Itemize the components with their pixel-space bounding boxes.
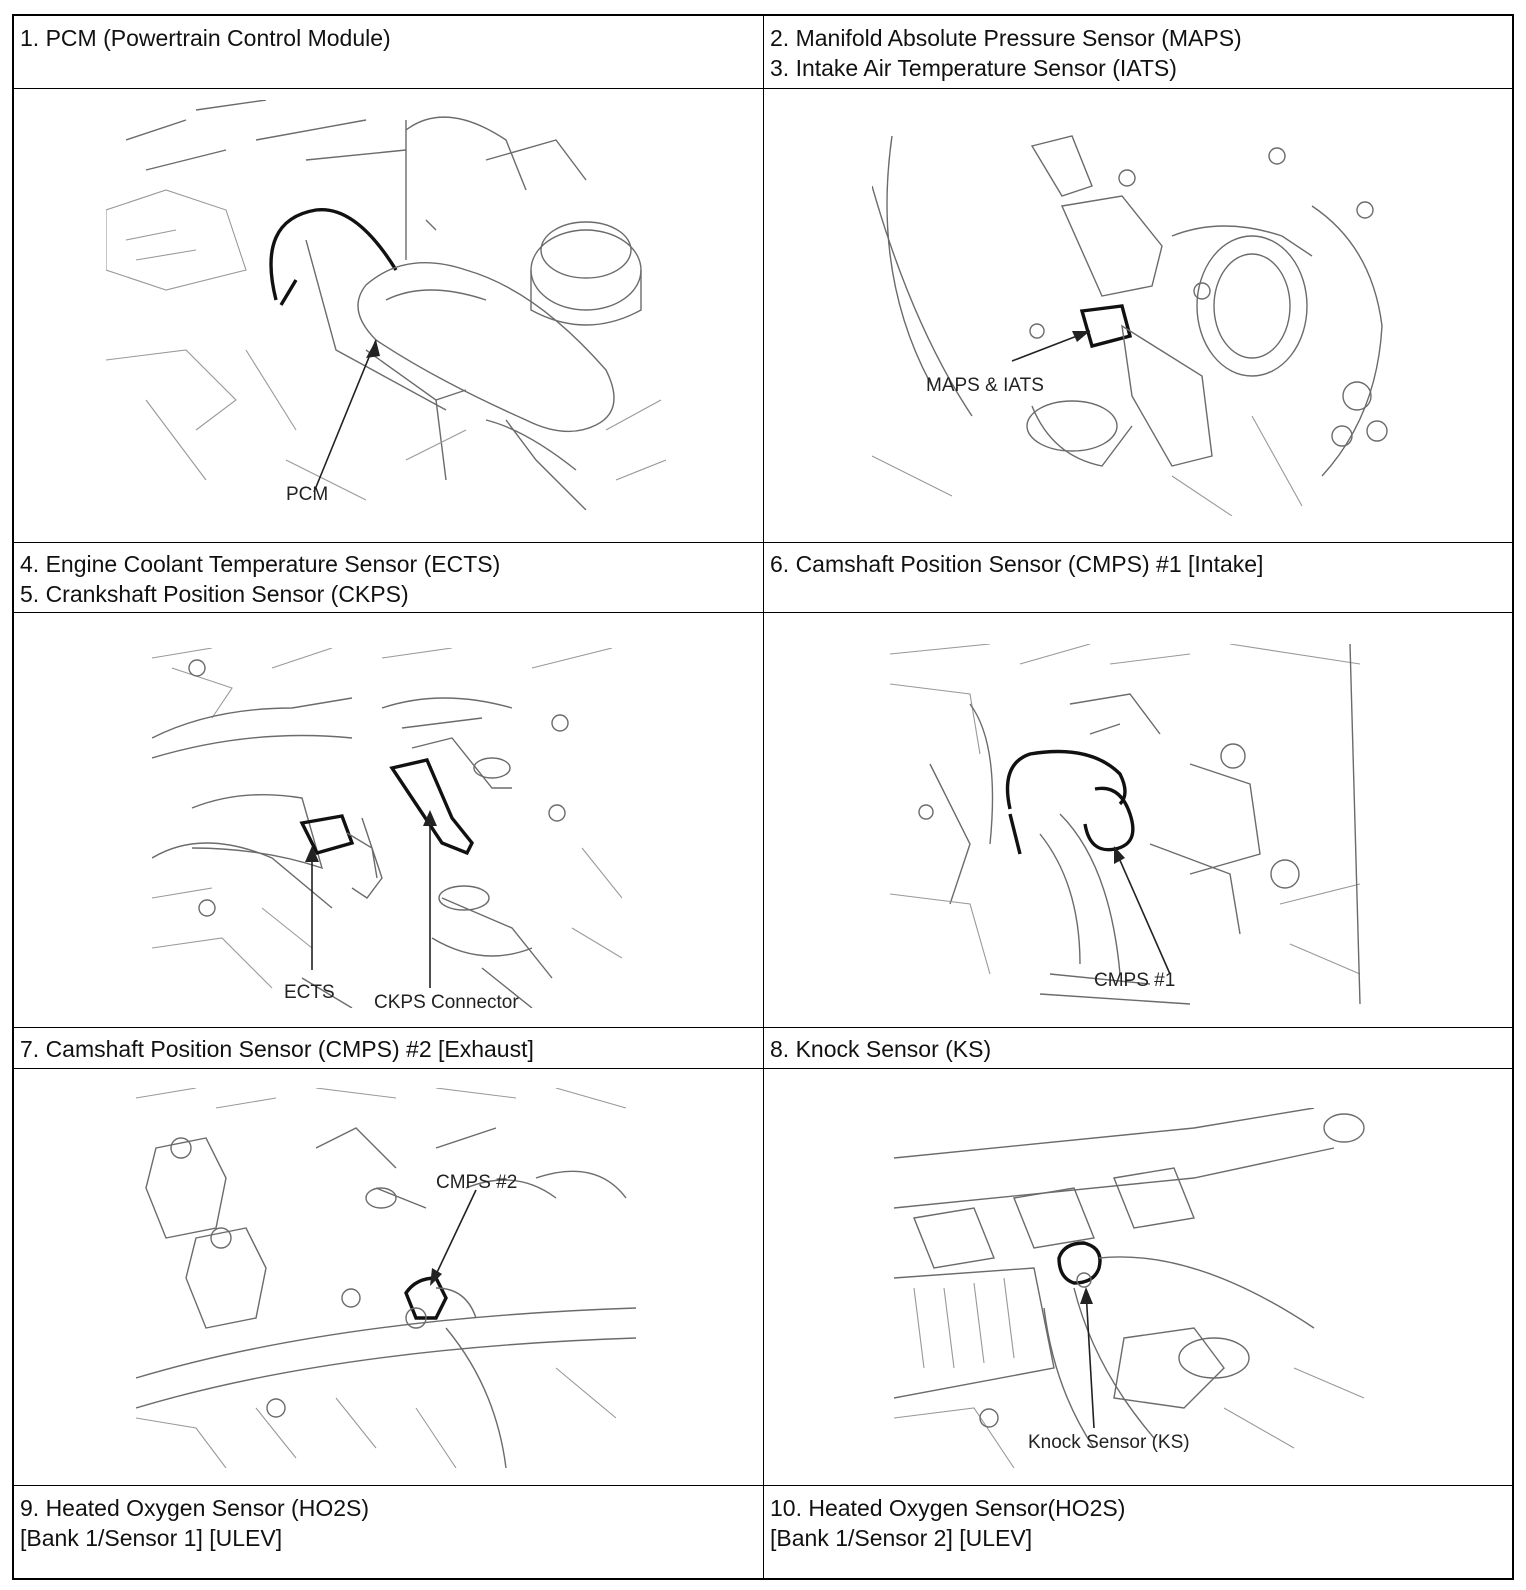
ects-ckps-illustration: [152, 648, 622, 1008]
ks-diagram: [894, 1108, 1374, 1468]
cell-title-ects-ckps: [20, 549, 500, 609]
cell-title-cmps1: [770, 549, 1263, 579]
title-line: 4. Engine Coolant Temperature Sensor (ECTS): [20, 551, 501, 577]
cmps1-diagram: [890, 644, 1370, 1014]
figure-label: Knock Sensor (KS): [1028, 1432, 1190, 1453]
title-line: 5. Crankshaft Position Sensor (CKPS): [20, 581, 409, 607]
cell-title-cmps2: [20, 1034, 534, 1064]
title-line: 2. Manifold Absolute Pressure Sensor (MAPS): [770, 25, 1242, 51]
title-line: 7. Camshaft Position Sensor (CMPS) #2 [Exhaust]: [20, 1036, 534, 1062]
column-divider: [763, 16, 764, 1578]
figure-label: ECTS: [284, 982, 335, 1003]
figure-label: CKPS Connector: [374, 992, 519, 1008]
cmps1-illustration: [890, 644, 1370, 1014]
title-line: 10. Heated Oxygen Sensor(HO2S): [770, 1495, 1126, 1521]
cmps2-diagram: [136, 1088, 636, 1468]
pcm-illustration: [106, 100, 666, 510]
pcm-diagram: [106, 100, 666, 510]
cell-title-pcm: [20, 23, 391, 53]
cmps2-illustration: [136, 1088, 636, 1468]
figure-label: CMPS #2: [436, 1172, 518, 1193]
ects-ckps-diagram: [152, 648, 622, 1008]
maps-iats-illustration: [872, 126, 1392, 516]
title-line: 1. PCM (Powertrain Control Module): [20, 25, 391, 51]
title-line: 6. Camshaft Position Sensor (CMPS) #1 [Intake]: [770, 551, 1264, 577]
title-line: 8. Knock Sensor (KS): [770, 1036, 992, 1062]
cell-title-ho2s-1: [20, 1493, 369, 1553]
title-line: [Bank 1/Sensor 2] [ULEV]: [770, 1525, 1033, 1551]
sensor-location-table: [12, 14, 1514, 1580]
title-line: [Bank 1/Sensor 1] [ULEV]: [20, 1525, 283, 1551]
maps-iats-diagram: [872, 126, 1392, 516]
cell-title-maps-iats: [770, 23, 1242, 83]
cell-title-ho2s-2: [770, 1493, 1125, 1553]
figure-label: PCM: [286, 484, 329, 505]
figure-label: MAPS & IATS: [926, 375, 1044, 396]
title-line: 9. Heated Oxygen Sensor (HO2S): [20, 1495, 369, 1521]
title-line: 3. Intake Air Temperature Sensor (IATS): [770, 55, 1177, 81]
cell-title-ks: [770, 1034, 991, 1064]
figure-label: CMPS #1: [1094, 970, 1176, 991]
ks-illustration: [894, 1108, 1374, 1468]
